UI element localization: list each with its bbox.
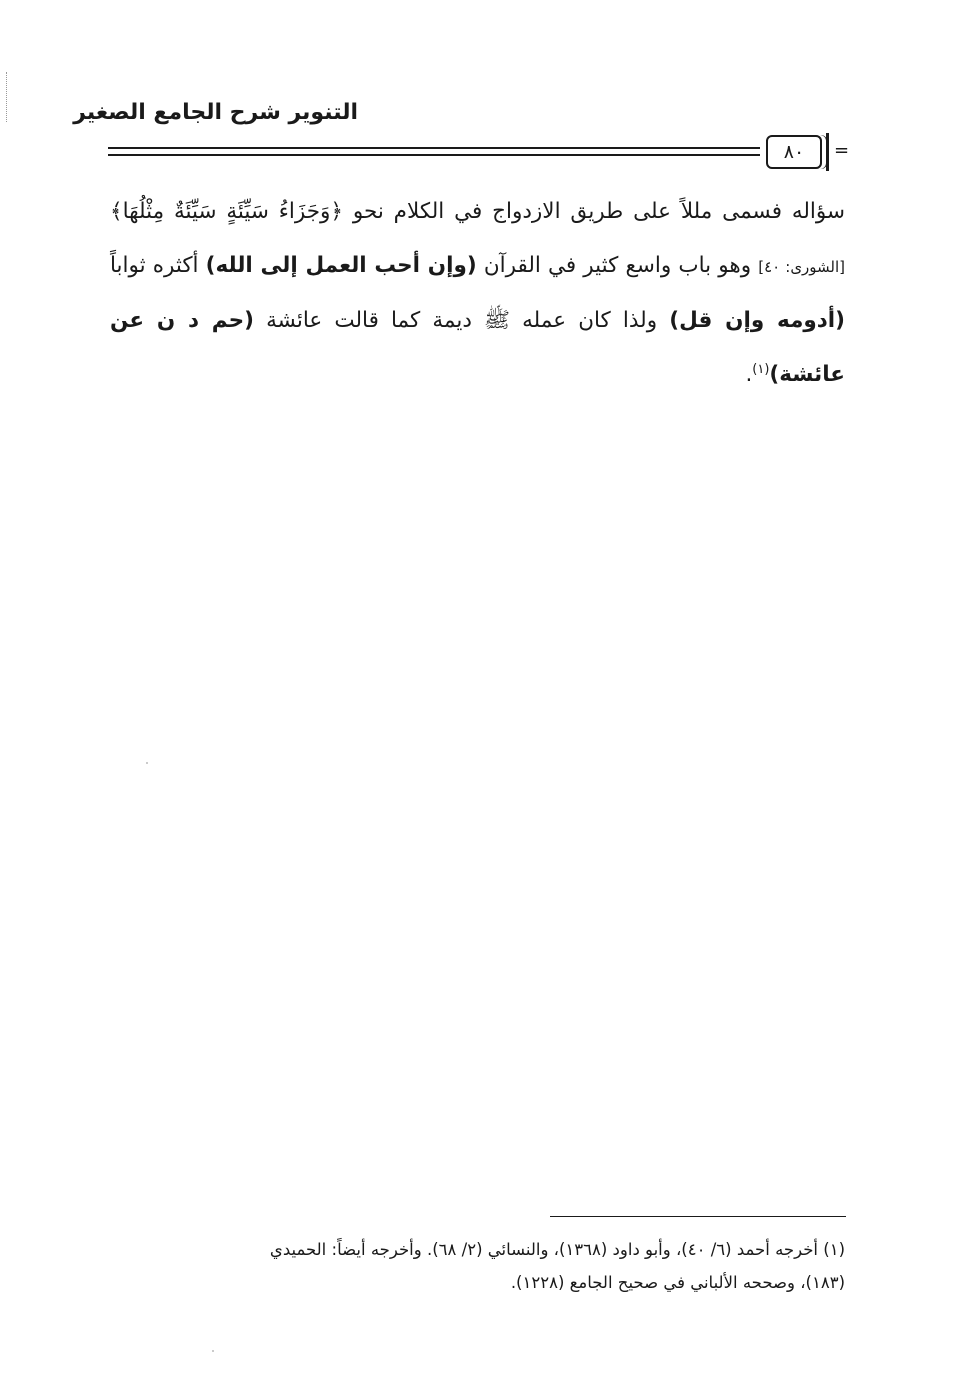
scan-speck: [212, 1350, 214, 1352]
footnote-line-2: (١٨٣)، وصححه الألباني في صحيح الجامع (١٢٢٨).: [510, 1273, 845, 1292]
running-title: التنوير شرح الجامع الصغير: [73, 100, 358, 125]
page-number: ٨٠: [766, 135, 822, 169]
end-punctuation: .: [745, 362, 753, 387]
side-mark: =: [834, 140, 850, 161]
source-reference: (حم د ن عن عائشة): [110, 308, 845, 387]
main-paragraph: [110, 185, 845, 402]
body-text-1: سؤاله فسمى مللاً على طريق الازدواج في الكلام نحو: [352, 199, 845, 224]
footnote-line-1: (١) أخرجه أحمد (٦/ ٤٠)، وأبو داود (١٣٦٨)، والنسائي (٢/ ٦٨). وأخرجه أيضاً: الحميدي: [269, 1240, 845, 1259]
quran-reference: [الشورى: ٤٠]: [758, 258, 846, 276]
quran-verse: ﴿وَجَزَاءُ سَيِّئَةٍ سَيِّئَةٌ مِثْلُهَا﴾: [110, 199, 343, 224]
body-text-4: ولذا كان عمله ﷺ ديمة كما قالت عائشة: [266, 308, 658, 333]
hadith-text-2: (أدومه وإن قل): [669, 308, 845, 333]
hadith-text-1: (وإن أحب العمل إلى الله): [205, 253, 477, 278]
header-double-rule: [108, 147, 760, 156]
footnotes: [110, 1233, 845, 1299]
body-text-3: أكثره ثواباً: [110, 253, 199, 278]
footnote-marker[interactable]: (١): [752, 361, 770, 377]
footnote-separator: [550, 1216, 846, 1217]
scan-edge-marks: [6, 72, 9, 122]
page-number-frame-bar: [826, 133, 829, 171]
body-text-2: وهو باب واسع كثير في القرآن: [483, 253, 752, 278]
scan-speck: [146, 762, 148, 764]
